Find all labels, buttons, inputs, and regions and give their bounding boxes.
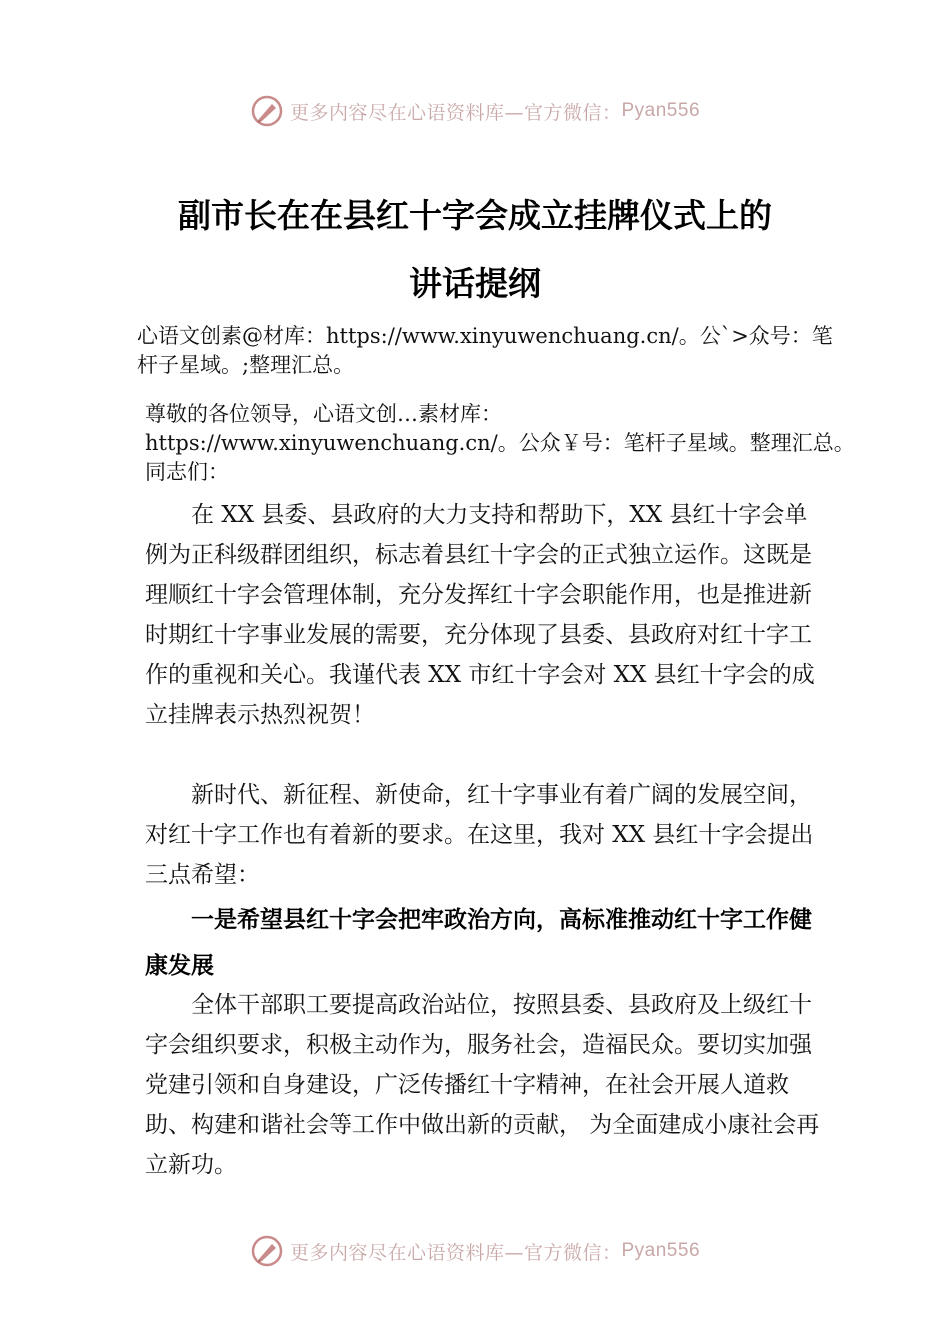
body-paragraph-3: 全体干部职工要提高政治站位，按照县委、县政府及上级红十字会组织要求，积极主动作为，服务社会，造福民众。要切实加强党建引领和自身建设，广泛传播红十字精神，在社会开展人道救助、构建和谐社会等工作中做出新的贡献， 为全面建成小康社会再立新功。 — [145, 992, 820, 1178]
document-title-line-2: 讲话提纲 — [409, 264, 541, 303]
header-banner — [0, 94, 950, 128]
banner-wechat-id: Pyan556 — [621, 100, 701, 121]
footer-banner — [0, 1234, 950, 1268]
section-heading-1: 一是希望县红十字会把牢政治方向，高标准推动红十字工作健康发展 — [145, 907, 812, 979]
banner-text: 更多内容尽在心语资料库—官方微信： — [289, 1241, 622, 1264]
source-note: 心语文创素@材库：https://www.xinyuwenchuang.cn/。公`>众号：笔杆子星域。;整理汇总。 — [137, 324, 833, 377]
banner-wechat-id: Pyan556 — [621, 1240, 701, 1261]
document-title-line-1: 副市长在在县红十字会成立挂牌仪式上的 — [178, 196, 772, 235]
pen-nib-icon — [250, 1234, 284, 1268]
pen-nib-icon — [250, 94, 284, 128]
salutation: 尊敬的各位领导，心语文创…素材库：https://www.xinyuwenchuang.cn/。公众￥号：笔杆子星域。整理汇总。同志们： — [145, 402, 855, 484]
body-paragraph-1: 在 XX 县委、县政府的大力支持和帮助下，XX 县红十字会单例为正科级群团组织，标志着县红十字会的正式独立运作。这既是理顺红十字会管理体制，充分发挥红十字会职能作用，也是推进新时期红十字事业发展的需要，充分体现了县委、县政府对红十字工作的重视和关心。我谨代表 XX 市红十字会对 XX 县红十字会的成立挂牌表示热烈祝贺！ — [145, 502, 815, 728]
body-paragraph-2: 新时代、新征程、新使命，红十字事业有着广阔的发展空间，对红十字工作也有着新的要求。在这里，我对 XX 县红十字会提出三点希望： — [145, 782, 814, 888]
banner-text: 更多内容尽在心语资料库—官方微信： — [289, 101, 622, 124]
